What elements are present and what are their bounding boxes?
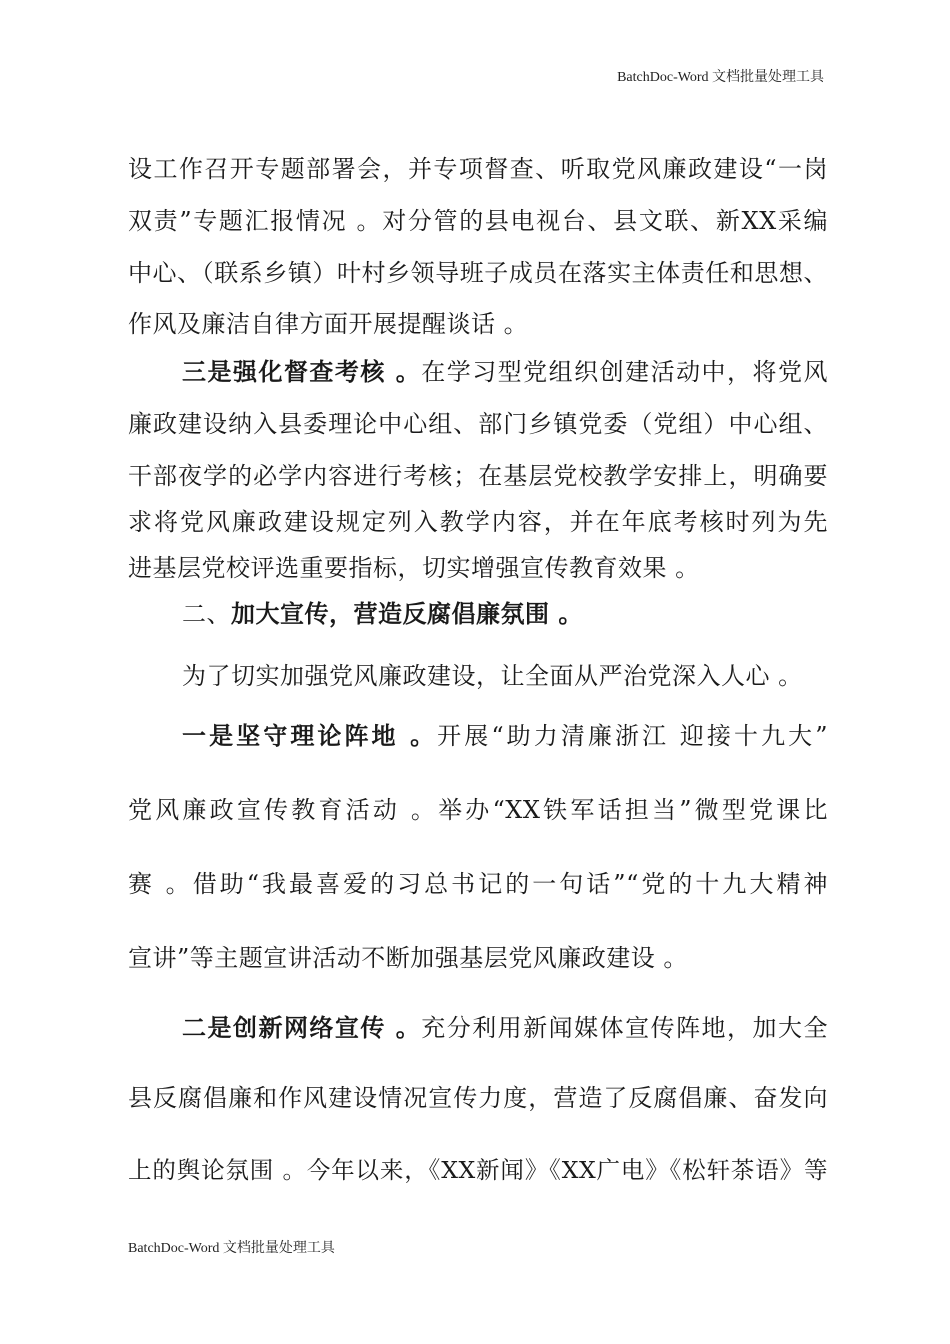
line-text: 设工作召开专题部署会，并专项督查、听取党风廉政建设“一岗: [128, 155, 828, 183]
line-text: 上的舆论氛围 。今年以来，《XX新闻》《XX广电》《松轩茶语》等: [128, 1156, 828, 1184]
line-text: 党风廉政宣传教育活动 。举办“XX铁军话担当”微型党课比: [128, 796, 828, 824]
section-number: 二、: [182, 600, 231, 628]
line-text: 作风及廉洁自律方面开展提醒谈话 。: [128, 310, 529, 338]
body-line: [128, 258, 828, 288]
body-line: [128, 154, 828, 184]
body-line: [128, 869, 828, 899]
page-header: BatchDoc-Word 文档批量处理工具: [617, 70, 824, 85]
body-line: [128, 1155, 828, 1185]
line-text: 廉政建设纳入县委理论中心组、部门乡镇党委（党组）中心组、: [128, 410, 828, 438]
section-title: 加大宣传，营造反腐倡廉氛围 。: [231, 600, 583, 628]
body-line: [128, 795, 828, 825]
body-line: [182, 661, 828, 691]
line-text: 在学习型党组织创建活动中，将党风: [421, 358, 829, 386]
line-text: 赛 。借助“我最喜爱的习总书记的一句话”“党的十九大精神: [128, 870, 828, 898]
line-text: 进基层党校评选重要指标，切实增强宣传教育效果 。: [128, 554, 700, 582]
body-line: [182, 721, 828, 751]
body-line: [128, 553, 828, 583]
line-text: 为了切实加强党风廉政建设，让全面从严治党深入人心 。: [182, 662, 803, 690]
paragraph-heading: 二是创新网络宣传 。: [182, 1014, 422, 1042]
line-text: 宣讲”等主题宣讲活动不断加强基层党风廉政建设 。: [128, 944, 688, 972]
body-line: [128, 409, 828, 439]
body-line: [128, 1083, 828, 1113]
line-text: 求将党风廉政建设规定列入教学内容，并在年底考核时列为先: [128, 508, 828, 536]
section-heading: [182, 599, 828, 629]
page-footer: BatchDoc-Word 文档批量处理工具: [128, 1241, 335, 1256]
body-line: [128, 309, 828, 339]
body-line: [182, 1013, 828, 1043]
line-text: 干部夜学的必学内容进行考核；在基层党校教学安排上，明确要: [128, 462, 828, 490]
body-line: [128, 943, 828, 973]
body-line: [182, 357, 828, 387]
paragraph-heading: 三是强化督查考核 。: [182, 358, 422, 386]
body-line: [128, 461, 828, 491]
body-line: [128, 507, 828, 537]
line-text: 双责”专题汇报情况 。对分管的县电视台、县文联、新XX采编: [128, 207, 828, 235]
line-text: 开展“助力清廉浙江 迎接十九大”: [437, 722, 829, 750]
body-line: [128, 206, 828, 236]
line-text: 县反腐倡廉和作风建设情况宣传力度，营造了反腐倡廉、奋发向: [128, 1084, 828, 1112]
line-text: 充分利用新闻媒体宣传阵地，加大全: [421, 1014, 829, 1042]
paragraph-heading: 一是坚守理论阵地 。: [182, 722, 438, 750]
line-text: 中心、（联系乡镇）叶村乡领导班子成员在落实主体责任和思想、: [128, 259, 828, 287]
